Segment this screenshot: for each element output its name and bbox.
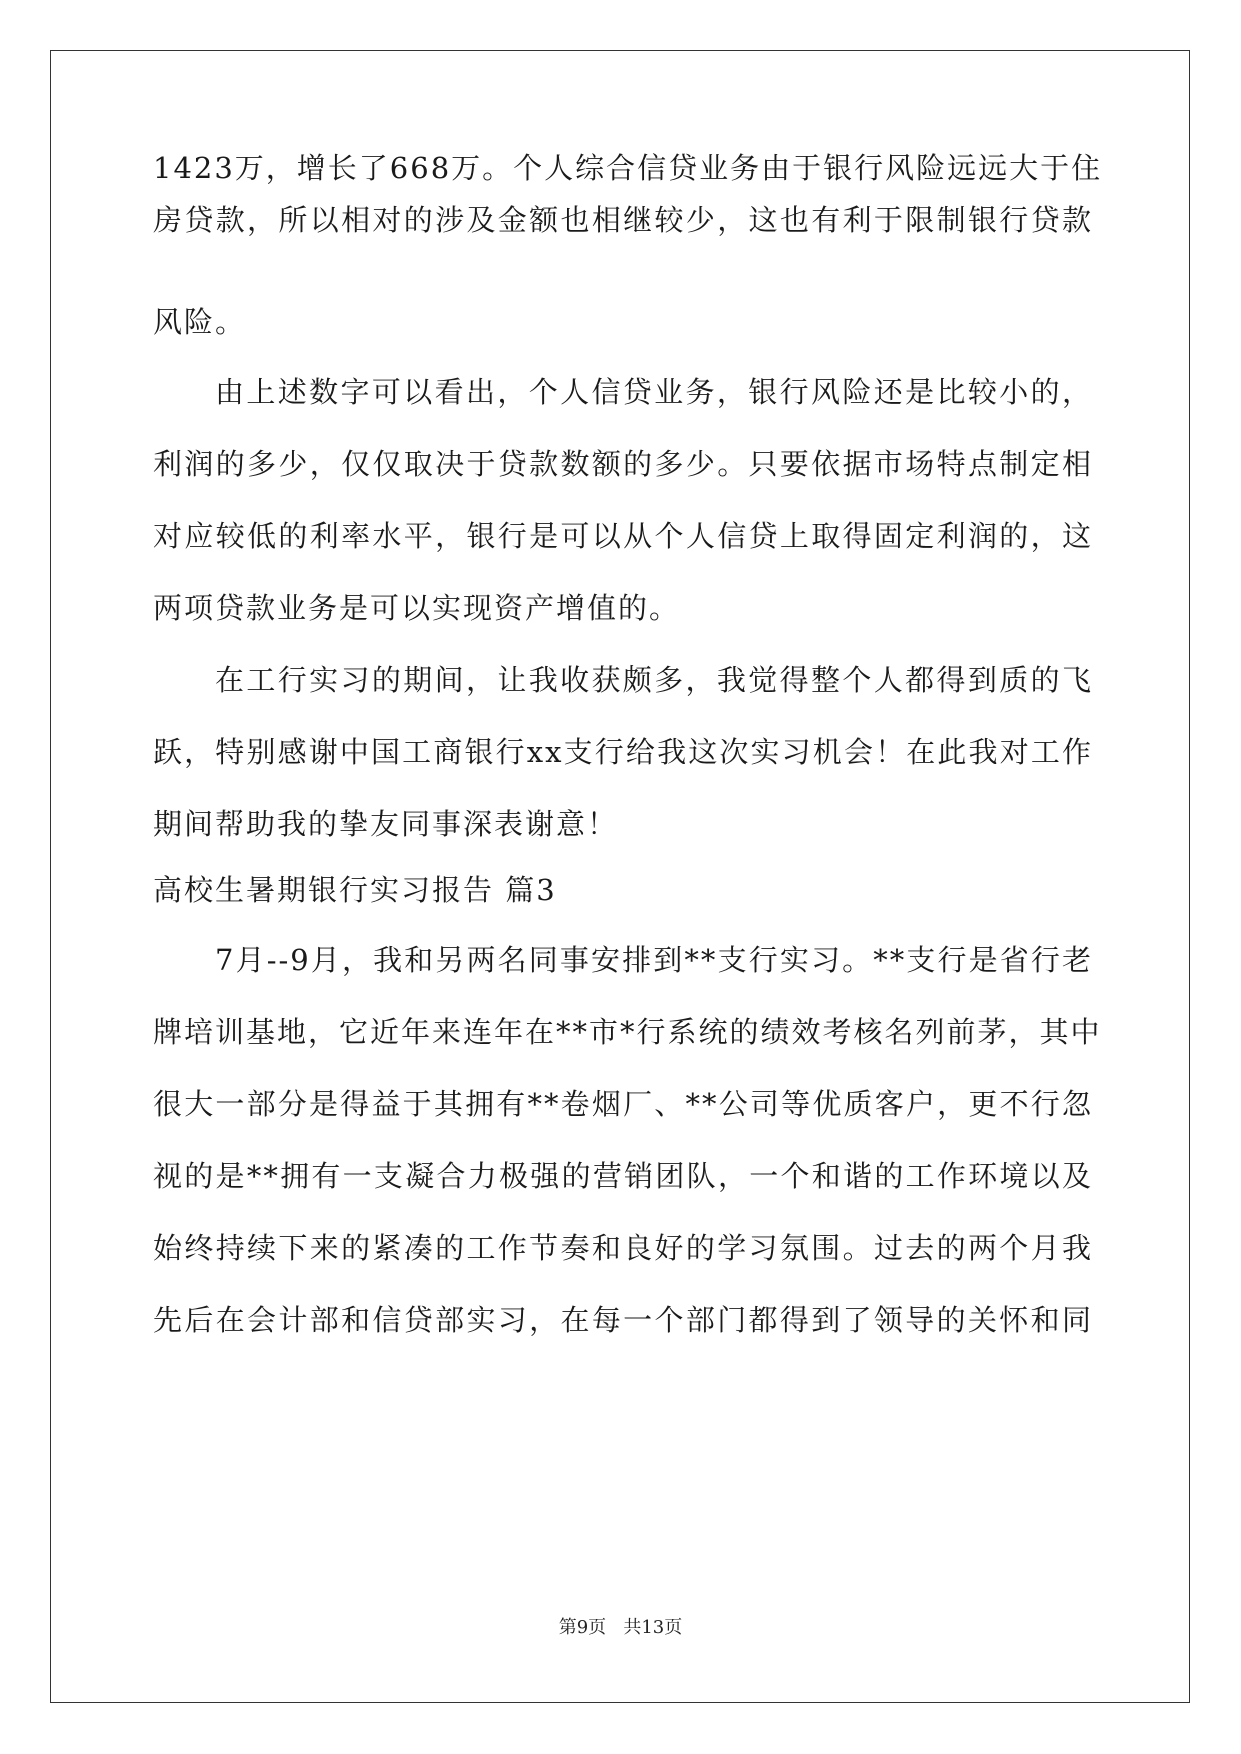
body-line: 先后在会计部和信贷部实习，在每一个部门都得到了领导的关怀和同	[153, 1303, 1093, 1337]
body-line: 期间帮助我的挚友同事深表谢意！	[153, 807, 619, 841]
body-line: 1423万，增长了668万。个人综合信贷业务由于银行风险远远大于住	[153, 151, 1103, 185]
body-line: 风险。	[153, 305, 247, 339]
page-total: 共13页	[623, 1617, 683, 1638]
body-line: 两项贷款业务是可以实现资产增值的。	[153, 591, 681, 625]
body-line: 对应较低的利率水平，银行是可以从个人信贷上取得固定利润的，这	[153, 519, 1093, 553]
page-number: 第9页	[558, 1617, 607, 1638]
section-heading: 高校生暑期银行实习报告 篇3	[153, 873, 557, 907]
paragraph-first-line: 7月--9月，我和另两名同事安排到**支行实习。**支行是省行老	[215, 943, 1093, 977]
body-line: 房贷款，所以相对的涉及金额也相继较少，这也有利于限制银行贷款	[153, 203, 1093, 237]
paragraph-first-line: 在工行实习的期间，让我收获颇多，我觉得整个人都得到质的飞	[215, 663, 1093, 697]
body-line: 牌培训基地，它近年来连年在**市*行系统的绩效考核名列前茅，其中	[153, 1015, 1102, 1049]
body-line: 利润的多少，仅仅取决于贷款数额的多少。只要依据市场特点制定相	[153, 447, 1093, 481]
body-line: 始终持续下来的紧凑的工作节奏和良好的学习氛围。过去的两个月我	[153, 1231, 1093, 1265]
body-line: 很大一部分是得益于其拥有**卷烟厂、**公司等优质客户，更不行忽	[153, 1087, 1093, 1121]
page-footer	[0, 1616, 1241, 1640]
body-line: 跃，特别感谢中国工商银行xx支行给我这次实习机会！在此我对工作	[153, 735, 1093, 769]
body-line: 视的是**拥有一支凝合力极强的营销团队，一个和谐的工作环境以及	[153, 1159, 1093, 1193]
paragraph-first-line: 由上述数字可以看出，个人信贷业务，银行风险还是比较小的，	[215, 375, 1093, 409]
